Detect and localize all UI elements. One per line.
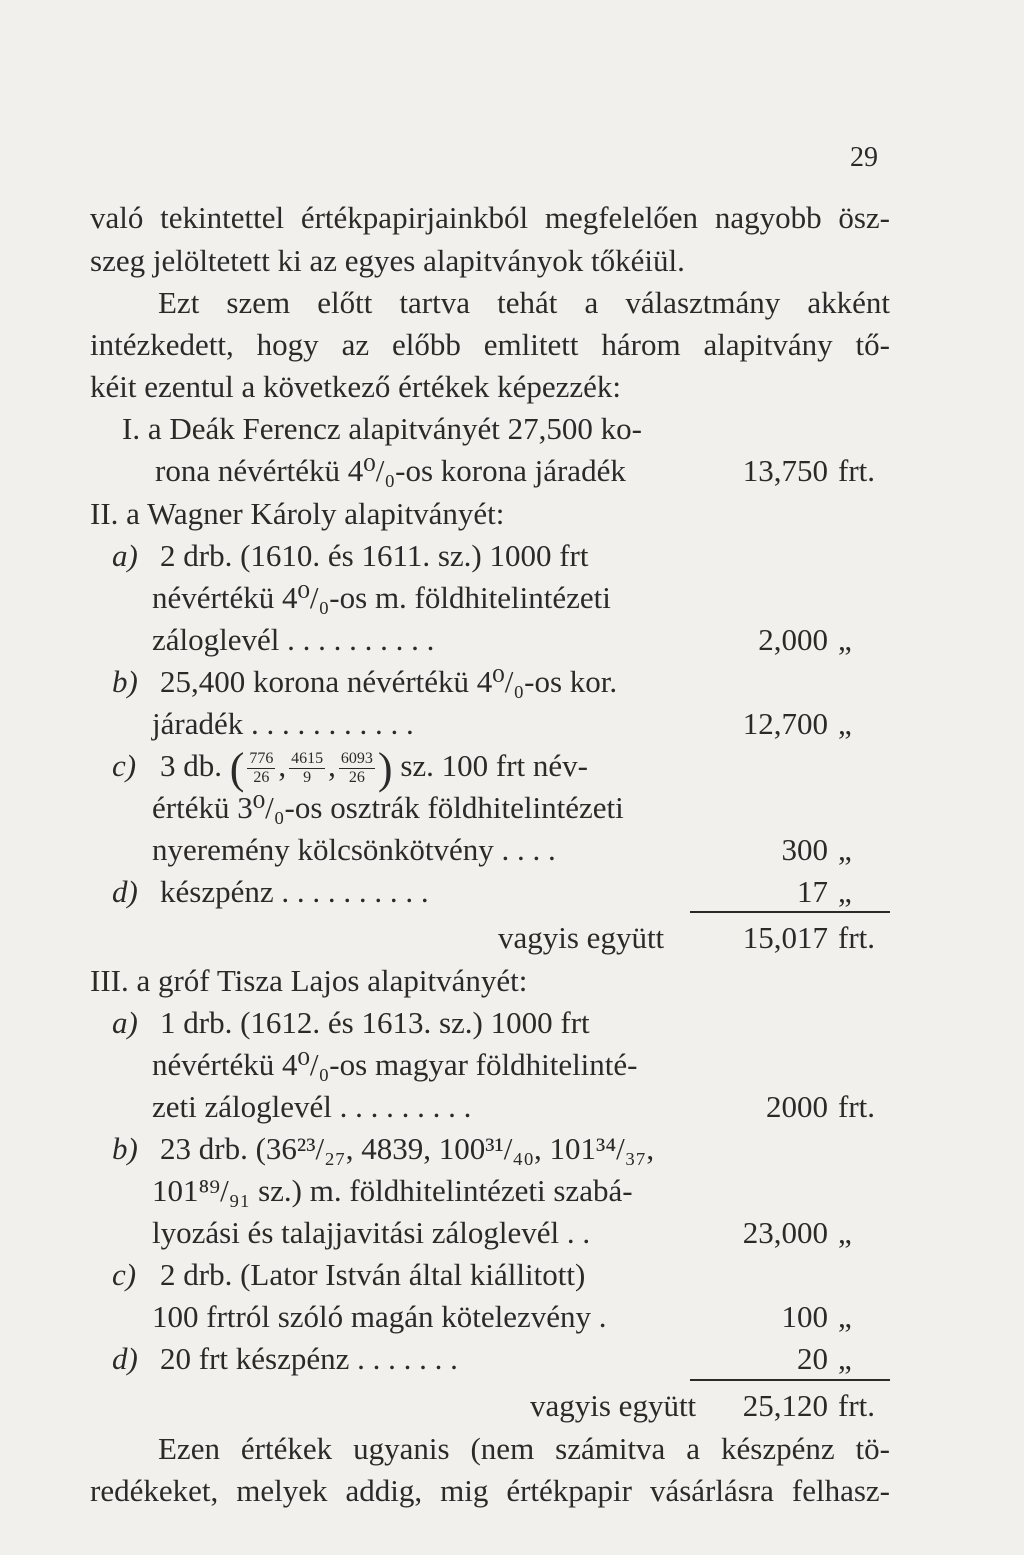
item-row — [112, 1254, 890, 1296]
text-line: redékeket, melyek addig, mig értékpapir vásárlásra felhasz- — [90, 1473, 890, 1508]
item-row — [152, 1212, 890, 1254]
fraction-denominator: 26 — [348, 769, 365, 787]
item-row — [112, 535, 890, 577]
section-1-text: rona névértékü 4⁰/₀-os korona járadék — [155, 453, 626, 488]
item-text: értékü 3⁰/₀-os osztrák földhitelintézeti — [152, 790, 624, 825]
ditto-mark: „ — [838, 706, 852, 741]
ditto-mark: „ — [838, 622, 852, 657]
fraction-denominator: 26 — [253, 769, 270, 787]
item-row — [112, 1128, 890, 1170]
total-label: vagyis együtt — [530, 1388, 697, 1423]
item-letter: b) — [112, 664, 138, 699]
item-text: lyozási és talajjavitási záloglevél . . — [152, 1215, 591, 1250]
item-letter: b) — [112, 1131, 138, 1166]
item-row — [112, 871, 890, 913]
fraction-denominator: 9 — [303, 769, 312, 787]
fraction — [289, 750, 325, 787]
amount-unit: frt. — [838, 453, 876, 488]
page-number: 29 — [850, 142, 878, 173]
section-1-line: I. a Deák Ferencz alapitványét 27,500 ko- — [122, 411, 642, 446]
item-text: járadék . . . . . . . . . . . — [152, 706, 414, 741]
item-text: 23 drb. (36²³/₂₇, 4839, 100³¹/₄₀, 101³⁴/₃₇, — [160, 1131, 655, 1166]
paren-open: ( — [229, 743, 245, 793]
ditto-mark: „ — [838, 874, 852, 909]
amount-value: 15,017 — [742, 920, 828, 955]
item-row — [152, 829, 890, 871]
sum-rule — [690, 911, 890, 913]
amount-value: 2,000 — [758, 622, 828, 657]
total-row — [90, 917, 890, 959]
item-text: készpénz . . . . . . . . . . — [160, 874, 429, 909]
amount-value: 13,750 — [742, 453, 828, 488]
item-prefix: 3 db. — [160, 748, 222, 783]
item-text: 3 db. ( $\frac{776}{26}$ , $\frac{4615}{9}$ , $\frac{6093}{26}$ ) sz. 100 frt név- — [160, 743, 588, 793]
amount-value: 25,120 — [742, 1388, 828, 1423]
item-text: zeti záloglevél . . . . . . . . . — [152, 1089, 472, 1124]
item-text: 1 drb. (1612. és 1613. sz.) 1000 frt — [160, 1005, 590, 1040]
total-amount — [743, 917, 890, 959]
fraction — [339, 750, 375, 787]
item-suffix: sz. 100 frt név- — [400, 748, 588, 783]
amount-unit: frt. — [838, 920, 876, 955]
item-text: nyeremény kölcsönkötvény . . . . — [152, 832, 556, 867]
item-letter: a) — [112, 538, 138, 573]
item-text: záloglevél . . . . . . . . . . — [152, 622, 435, 657]
amount-unit: frt. — [838, 1388, 876, 1423]
item-row — [152, 1296, 890, 1338]
ditto-mark: „ — [838, 832, 852, 867]
ditto-mark: „ — [838, 1215, 852, 1250]
fraction-numerator: 6093 — [340, 750, 373, 768]
ditto-mark: „ — [838, 1299, 852, 1334]
amount-value: 300 — [781, 832, 828, 867]
item-amount — [743, 1212, 890, 1254]
item-text: 20 frt készpénz . . . . . . . — [160, 1341, 458, 1376]
fraction-numerator: 776 — [249, 750, 274, 768]
item-row — [112, 743, 712, 793]
total-row — [90, 1385, 890, 1427]
item-text: 25,400 korona névértékü 4⁰/₀-os kor. — [160, 664, 618, 699]
section-1-row — [155, 450, 890, 492]
item-amount — [758, 619, 890, 661]
item-text: 100 frtról szóló magán kötelezvény . — [152, 1299, 607, 1334]
text-line: Ezen értékek ugyanis (nem számitva a készpénz tö- — [158, 1431, 890, 1466]
fraction-numerator: 4615 — [291, 750, 324, 768]
ditto-mark: „ — [838, 1341, 852, 1376]
text-line: kéit ezentul a következő értékek képezzék: — [90, 369, 622, 404]
item-letter: c) — [112, 748, 137, 783]
item-text: névértékü 4⁰/₀-os magyar földhitelinté- — [152, 1047, 638, 1082]
total-label: vagyis együtt — [498, 920, 665, 955]
text-line: intézkedett, hogy az előbb emlitett három alapitvány tő- — [90, 327, 890, 362]
amount-value: 12,700 — [742, 706, 828, 741]
item-row — [112, 1338, 890, 1380]
item-row — [112, 1002, 890, 1044]
item-row — [112, 661, 890, 703]
item-text: 101⁸⁹/₉₁ sz.) m. földhitelintézeti szabá- — [152, 1173, 633, 1208]
amount-value: 2000 — [766, 1089, 828, 1124]
paren-close: ) — [377, 743, 393, 793]
amount-unit: frt. — [838, 1089, 876, 1124]
item-amount — [782, 829, 891, 871]
item-letter: d) — [112, 1341, 138, 1376]
item-row — [152, 1086, 890, 1128]
item-letter: d) — [112, 874, 138, 909]
amount-value: 23,000 — [742, 1215, 828, 1250]
item-row — [152, 703, 890, 745]
item-text: 2 drb. (1610. és 1611. sz.) 1000 frt — [160, 538, 589, 573]
amount-value: 20 — [797, 1341, 828, 1376]
section-1-amount — [743, 450, 890, 492]
item-amount — [766, 1086, 890, 1128]
item-letter: a) — [112, 1005, 138, 1040]
amount-value: 17 — [797, 874, 828, 909]
item-amount — [797, 871, 890, 913]
text-line: szeg jelöltetett ki az egyes alapitványok tőkéiül. — [90, 243, 685, 278]
fraction — [247, 750, 275, 787]
section-3-heading: III. a gróf Tisza Lajos alapitványét: — [90, 963, 528, 998]
item-amount — [782, 1296, 891, 1338]
item-letter: c) — [112, 1257, 137, 1292]
sum-rule — [690, 1379, 890, 1381]
text-line: való tekintettel értékpapirjainkból megfelelően nagyobb ösz- — [90, 200, 890, 235]
item-text: névértékü 4⁰/₀-os m. földhitelintézeti — [152, 580, 611, 615]
item-text: 2 drb. (Lator István által kiállitott) — [160, 1257, 586, 1292]
section-2-heading: II. a Wagner Károly alapitványét: — [90, 496, 505, 531]
amount-value: 100 — [781, 1299, 828, 1334]
total-amount — [743, 1385, 890, 1427]
text-line: Ezt szem előtt tartva tehát a választmány akként — [158, 285, 890, 320]
item-amount — [797, 1338, 890, 1380]
item-row — [152, 619, 890, 661]
item-amount — [743, 703, 890, 745]
